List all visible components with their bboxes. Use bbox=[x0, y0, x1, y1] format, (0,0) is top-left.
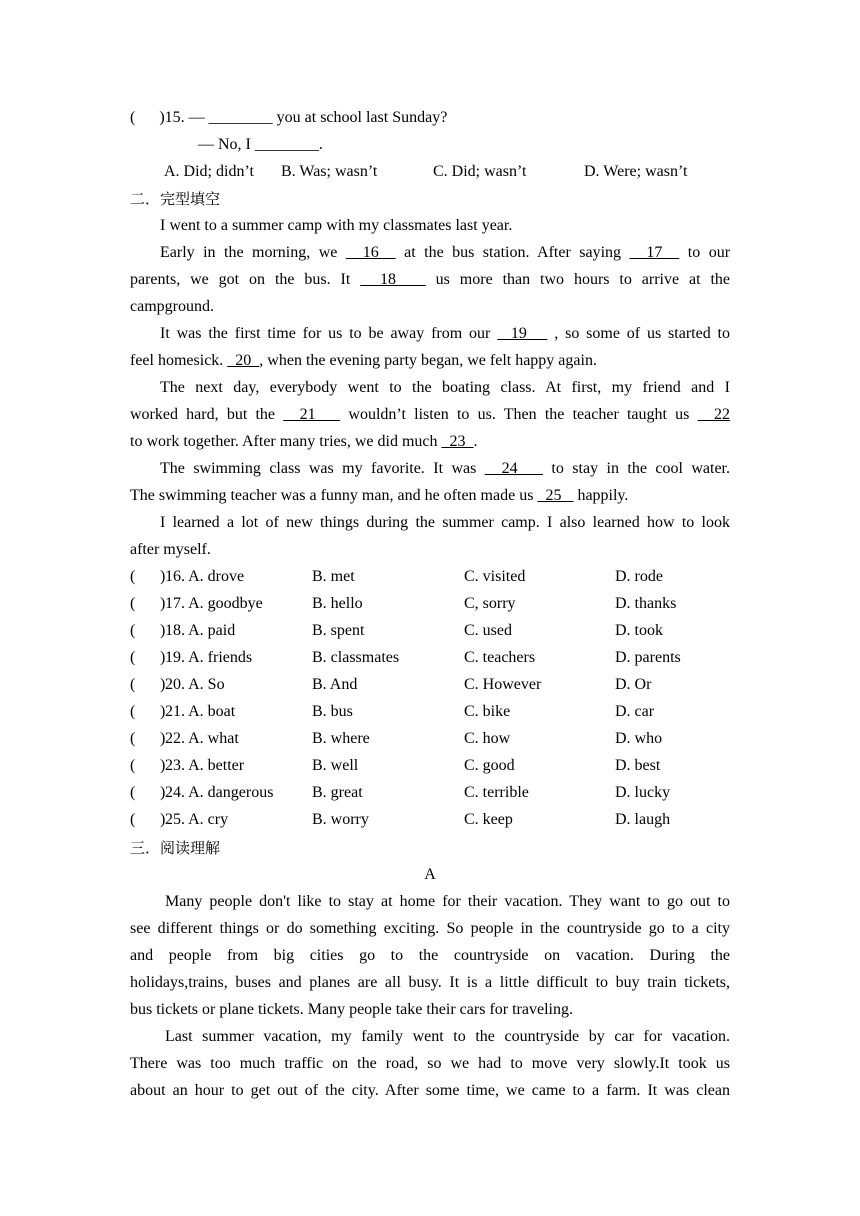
cloze-line bbox=[160, 324, 730, 344]
cloze-line bbox=[160, 459, 730, 479]
blank-18: 18 bbox=[360, 271, 426, 288]
option-d: D. took bbox=[615, 622, 663, 639]
answer-paren-close: ) bbox=[160, 649, 166, 666]
cloze-question-row bbox=[130, 756, 730, 776]
cloze-line bbox=[160, 243, 730, 263]
text: , so some of us started to bbox=[547, 325, 730, 342]
reading-line: and people from big cities go to the countryside on vacation. During the bbox=[130, 947, 730, 964]
cloze-question-row bbox=[130, 594, 730, 614]
question-15-options bbox=[130, 162, 730, 182]
cloze-line: campground. bbox=[130, 298, 214, 315]
option-d: D. who bbox=[615, 730, 663, 747]
option-c: C, sorry bbox=[464, 595, 516, 612]
answer-paren-open: ( bbox=[130, 676, 136, 693]
blank-24: 24 bbox=[484, 460, 543, 477]
cloze-question-row bbox=[130, 810, 730, 830]
option-b: B. met bbox=[312, 568, 355, 585]
answer-paren-close: ) bbox=[159, 109, 165, 126]
option-d: D. Were; wasn’t bbox=[584, 163, 688, 180]
blank-25: 25 bbox=[537, 487, 574, 504]
option-d: D. Or bbox=[615, 676, 652, 693]
cloze-line bbox=[130, 486, 730, 506]
option-b: B. bus bbox=[312, 703, 353, 720]
option-b: B. classmates bbox=[312, 649, 400, 666]
question-number-option-a: 19. A. friends bbox=[165, 649, 253, 666]
text: to work together. After many tries, we did much bbox=[130, 433, 442, 450]
answer-paren-open: ( bbox=[130, 784, 136, 801]
question-number-option-a: 24. A. dangerous bbox=[165, 784, 274, 801]
text: to stay in the cool water. bbox=[542, 460, 730, 477]
cloze-question-row bbox=[130, 729, 730, 749]
cloze-question-row bbox=[130, 675, 730, 695]
option-c: C. keep bbox=[464, 811, 513, 828]
option-b: B. where bbox=[312, 730, 370, 747]
option-b: B. And bbox=[312, 676, 358, 693]
answer-paren-close: ) bbox=[160, 568, 166, 585]
text: parents, we got on the bus. It bbox=[130, 271, 361, 288]
text: wouldn’t listen to us. Then the teacher taught us bbox=[340, 406, 698, 423]
option-c: C. bike bbox=[464, 703, 511, 720]
option-c: C. good bbox=[464, 757, 515, 774]
reading-line: There was too much traffic on the road, so we had to move very slowly.It took us bbox=[130, 1055, 730, 1072]
answer-paren-close: ) bbox=[160, 595, 166, 612]
option-d: D. lucky bbox=[615, 784, 671, 801]
question-number-option-a: 17. A. goodbye bbox=[165, 595, 263, 612]
cloze-line bbox=[130, 405, 730, 425]
option-c: C. Did; wasn’t bbox=[433, 163, 527, 180]
answer-paren-open: ( bbox=[130, 757, 136, 774]
reading-line: bus tickets or plane tickets. Many people take their cars for traveling. bbox=[130, 1001, 573, 1018]
option-d: D. rode bbox=[615, 568, 663, 585]
answer-paren-open: ( bbox=[130, 811, 136, 828]
section-3-title: 三．阅读理解 bbox=[130, 839, 221, 857]
option-b: B. great bbox=[312, 784, 363, 801]
question-number-option-a: 22. A. what bbox=[165, 730, 239, 747]
answer-paren-close: ) bbox=[160, 730, 166, 747]
question-15 bbox=[130, 108, 730, 128]
option-b: B. spent bbox=[312, 622, 365, 639]
answer-paren-close: ) bbox=[160, 703, 166, 720]
passage-label: A bbox=[424, 866, 436, 883]
blank-21: 21 bbox=[283, 406, 341, 423]
option-d: D. thanks bbox=[615, 595, 677, 612]
option-b: B. hello bbox=[312, 595, 363, 612]
blank-19: 19 bbox=[497, 325, 548, 342]
answer-paren-open: ( bbox=[130, 730, 136, 747]
option-c: C. visited bbox=[464, 568, 526, 585]
reading-line: Last summer vacation, my family went to the countryside by car for vacation. bbox=[165, 1028, 730, 1045]
text: The swimming teacher was a funny man, and he often made us bbox=[130, 487, 538, 504]
answer-paren-open: ( bbox=[130, 703, 136, 720]
option-b: B. worry bbox=[312, 811, 369, 828]
question-number-option-a: 21. A. boat bbox=[165, 703, 236, 720]
option-d: D. car bbox=[615, 703, 655, 720]
answer-paren-open: ( bbox=[130, 595, 136, 612]
cloze-question-row bbox=[130, 648, 730, 668]
reading-line: about an hour to get out of the city. After some time, we came to a farm. It was clean bbox=[130, 1082, 730, 1099]
option-c: C. how bbox=[464, 730, 511, 747]
cloze-line bbox=[130, 270, 730, 290]
text: worked hard, but the bbox=[130, 406, 284, 423]
cloze-line bbox=[130, 432, 730, 452]
answer-paren-open: ( bbox=[130, 622, 136, 639]
text: happily. bbox=[573, 487, 629, 504]
answer-paren-close: ) bbox=[160, 622, 166, 639]
blank-23: 23 bbox=[441, 433, 474, 450]
text: The swimming class was my favorite. It was bbox=[160, 460, 485, 477]
answer-paren-close: ) bbox=[160, 784, 166, 801]
reading-line: Many people don't like to stay at home for their vacation. They want to go out to bbox=[165, 893, 730, 910]
cloze-question-row bbox=[130, 567, 730, 587]
answer-paren-open: ( bbox=[130, 649, 136, 666]
text: It was the first time for us to be away from our bbox=[160, 325, 498, 342]
question-number-option-a: 18. A. paid bbox=[165, 622, 236, 639]
reading-line: holidays,trains, buses and planes are all busy. It is a little difficult to buy train tickets, bbox=[130, 974, 730, 991]
option-d: D. parents bbox=[615, 649, 681, 666]
answer-paren-open: ( bbox=[130, 109, 136, 126]
cloze-line: The next day, everybody went to the boating class. At first, my friend and I bbox=[160, 379, 730, 396]
option-c: C. used bbox=[464, 622, 512, 639]
blank-16: 16 bbox=[345, 244, 396, 261]
cloze-question-row bbox=[130, 621, 730, 641]
blank-22: 22 bbox=[697, 406, 731, 423]
text: at the bus station. After saying bbox=[395, 244, 630, 261]
option-c: C. terrible bbox=[464, 784, 529, 801]
blank-20: 20 bbox=[227, 352, 260, 369]
question-number-option-a: 23. A. better bbox=[165, 757, 245, 774]
option-b: B. well bbox=[312, 757, 359, 774]
text: . bbox=[473, 433, 478, 450]
question-number-option-a: 16. A. drove bbox=[165, 568, 245, 585]
question-15-answer: — No, I ________. bbox=[198, 136, 323, 153]
option-b: B. Was; wasn’t bbox=[281, 163, 378, 180]
answer-paren-close: ) bbox=[160, 811, 166, 828]
cloze-line: I learned a lot of new things during the summer camp. I also learned how to look bbox=[160, 514, 730, 531]
text: feel homesick. bbox=[130, 352, 228, 369]
option-c: C. teachers bbox=[464, 649, 536, 666]
option-d: D. best bbox=[615, 757, 661, 774]
option-c: C. However bbox=[464, 676, 542, 693]
cloze-line: after myself. bbox=[130, 541, 211, 558]
option-a: A. Did; didn’t bbox=[164, 163, 254, 180]
blank-17: 17 bbox=[629, 244, 680, 261]
answer-paren-open: ( bbox=[130, 568, 136, 585]
cloze-question-row bbox=[130, 702, 730, 722]
text: to our bbox=[679, 244, 731, 261]
text: , when the evening party began, we felt happy again. bbox=[259, 352, 597, 369]
text: Early in the morning, we bbox=[160, 244, 346, 261]
text: us more than two hours to arrive at the bbox=[425, 271, 730, 288]
cloze-line bbox=[130, 351, 730, 371]
question-15-text: 15. — ________ you at school last Sunday? bbox=[164, 109, 448, 126]
question-number-option-a: 25. A. cry bbox=[165, 811, 229, 828]
cloze-paragraph-1: I went to a summer camp with my classmates last year. bbox=[160, 217, 513, 234]
question-number-option-a: 20. A. So bbox=[165, 676, 225, 693]
cloze-question-row bbox=[130, 783, 730, 803]
option-d: D. laugh bbox=[615, 811, 671, 828]
section-2-title: 二．完型填空 bbox=[130, 190, 221, 208]
answer-paren-close: ) bbox=[160, 757, 166, 774]
reading-line: see different things or do something exciting. So people in the countryside go to a city bbox=[130, 920, 730, 937]
answer-paren-close: ) bbox=[160, 676, 166, 693]
